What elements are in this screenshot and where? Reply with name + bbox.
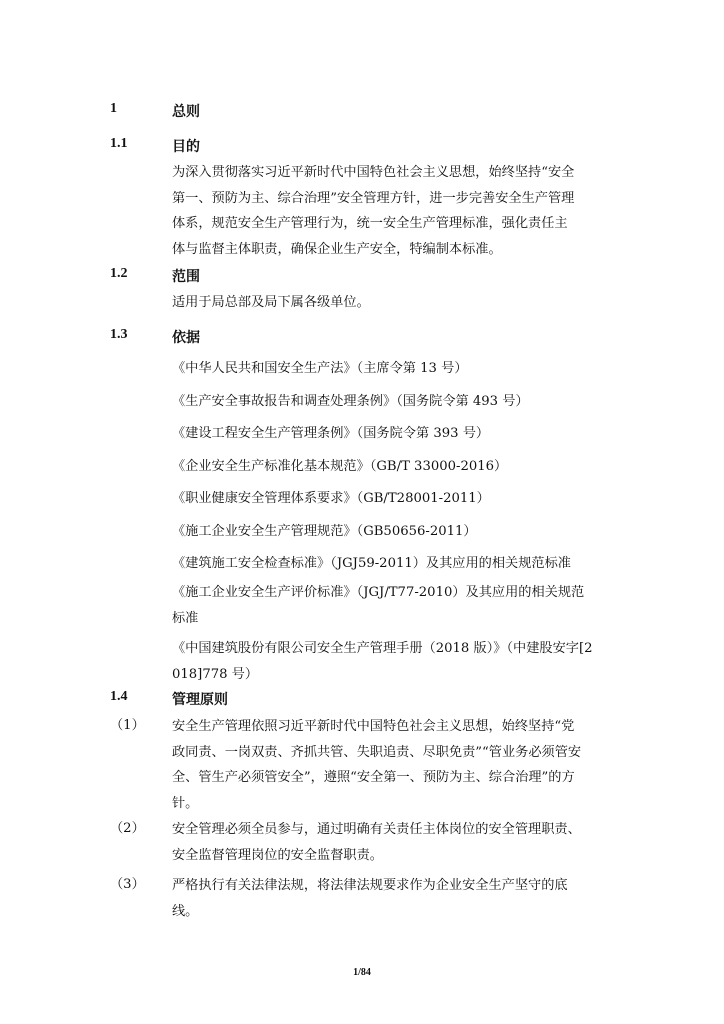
text-line: 安全管理必须全员参与，通过明确有关责任主体岗位的安全管理职责、 — [172, 822, 581, 837]
text-line: 严格执行有关法律法规，将法律法规要求作为企业安全生产坚守的底 — [172, 878, 568, 893]
section-number: 1.3 — [110, 327, 128, 342]
text-line: 线。 — [172, 903, 199, 919]
scope-paragraph — [172, 290, 614, 316]
list-item: 《企业安全生产标准化基本规范》（GB/T 33000-2016） — [172, 458, 508, 474]
text-line: 《中国建筑股份有限公司安全生产管理手册（2018 版）》（中建股安字[2 — [172, 641, 593, 656]
list-item: 《中华人民共和国安全生产法》（主席令第 13 号） — [172, 361, 468, 376]
section-number: 1.2 — [110, 266, 128, 281]
page-number: 1/84 — [353, 967, 371, 978]
section-title: 目的 — [172, 139, 200, 155]
section-number: 1.1 — [110, 136, 128, 151]
principle-number: （2） — [110, 821, 145, 836]
principle-paragraph — [172, 817, 614, 868]
purpose-paragraph — [172, 160, 614, 262]
list-item: 《建设工程安全生产管理条例》（国务院令第 393 号） — [172, 426, 490, 441]
text-line: 安全生产管理依照习近平新时代中国特色社会主义思想，始终坚持“党 — [172, 719, 575, 734]
text-line: 018]778 号） — [172, 666, 259, 682]
section-title: 范围 — [172, 269, 200, 285]
principle-number: （1） — [110, 718, 145, 733]
section-number: 1 — [110, 101, 117, 116]
basis-list-item-9 — [172, 636, 614, 687]
text-line: 《施工企业安全生产评价标准》（JGJ/T77-2010）及其应用的相关规范 — [172, 585, 585, 600]
section-title: 总则 — [172, 104, 200, 120]
basis-list — [172, 353, 614, 581]
text-line: 全、管生产必须管安全”，遵照“安全第一、预防为主、综合治理”的方 — [172, 770, 575, 785]
principle-number: （3） — [110, 877, 145, 892]
text-line: 安全监督管理岗位的安全监督职责。 — [172, 847, 383, 863]
section-title: 管理原则 — [172, 692, 228, 708]
text-line: 第一、预防为主、综合治理”安全管理方针，进一步完善安全生产管理 — [172, 190, 575, 206]
list-item: 《职业健康安全管理体系要求》（GB/T28001-2011） — [172, 491, 490, 506]
text-line: 针。 — [172, 795, 199, 811]
section-number: 1.4 — [110, 689, 128, 704]
text-line: 政同责、一岗双责、齐抓共管、失职追责、尽职免责”“管业务必须管安 — [172, 744, 582, 760]
section-title: 依据 — [172, 330, 200, 346]
text-line: 体与监督主体职责，确保企业生产安全，特编制本标准。 — [172, 241, 502, 257]
list-item: 《建筑施工安全检查标准》（JGJ59-2011）及其应用的相关规范标准 — [172, 556, 571, 571]
principle-paragraph — [172, 714, 614, 816]
list-item: 《生产安全事故报告和调查处理条例》（国务院令第 493 号） — [172, 393, 529, 409]
text-line: 为深入贯彻落实习近平新时代中国特色社会主义思想，始终坚持“安全 — [172, 165, 575, 180]
principle-paragraph — [172, 873, 614, 924]
list-item: 《施工企业安全生产管理规范》（GB50656-2011） — [172, 523, 477, 539]
text-line: 标准 — [172, 610, 199, 626]
basis-list-item-8 — [172, 580, 614, 631]
text-line: 体系，规范安全生产管理行为，统一安全生产管理标准，强化责任主 — [172, 216, 568, 231]
text-line: 适用于局总部及局下属各级单位。 — [172, 295, 370, 310]
